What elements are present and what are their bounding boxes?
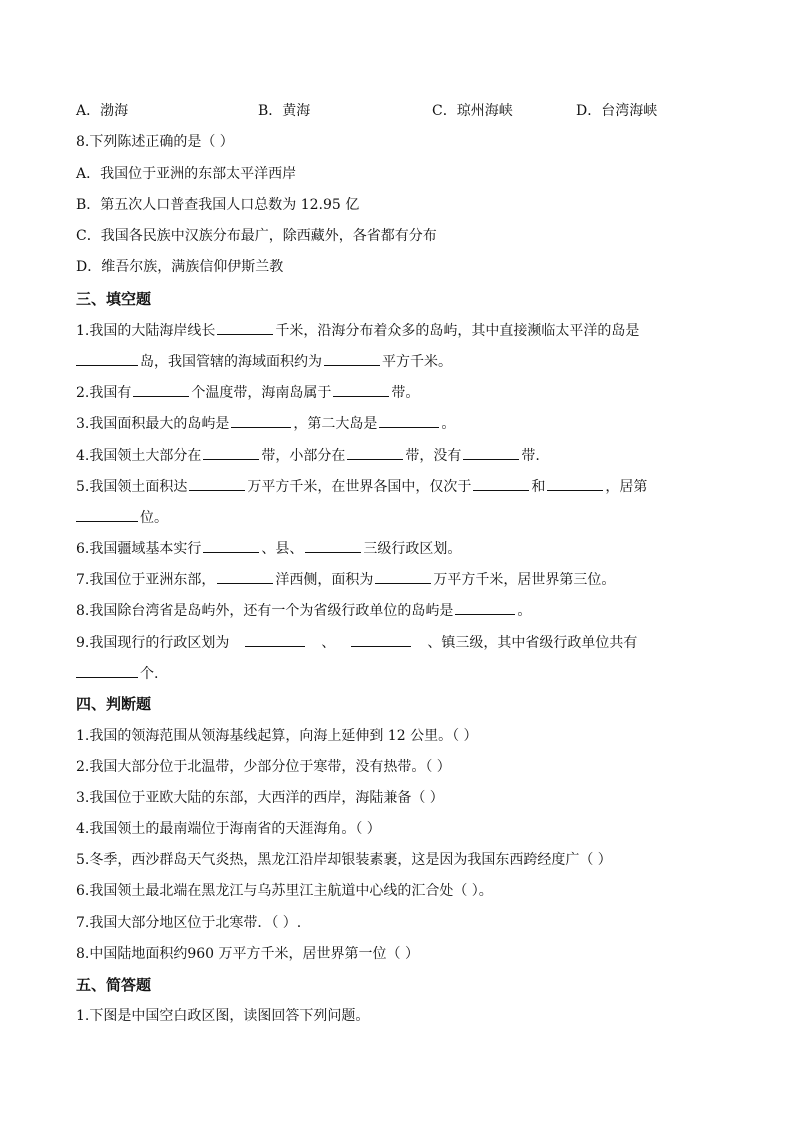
- answer-blank: [455, 600, 515, 615]
- fill-q5-line1: [76, 476, 647, 497]
- answer-blank: [76, 663, 138, 678]
- short-answer-q1: 1.下图是中国空白政区图，读图回答下列问题。: [76, 1008, 370, 1024]
- fill-q1-text-3: 岛，我国管辖的海域面积约为: [140, 354, 322, 370]
- answer-blank: [133, 382, 189, 397]
- section-title-short-answer: 五、简答题: [76, 976, 152, 994]
- q7-options: [76, 101, 716, 121]
- answer-blank: [333, 382, 389, 397]
- fill-q2-text-3: 带。: [391, 385, 420, 401]
- judge-item-8: 8.中国陆地面积约960 万平方千米，居世界第一位（ ）: [76, 946, 419, 962]
- fill-q9-text-1: 9.我国现行的行政区划为: [76, 635, 230, 651]
- fill-q8-text-1: 8.我国除台湾省是岛屿外，还有一个为省级行政单位的岛屿是: [76, 603, 454, 619]
- fill-q3-text-1: 3.我国面积最大的岛屿是: [76, 416, 230, 432]
- judge-item-2: 2.我国大部分位于北温带，少部分位于寒带，没有热带。（ ）: [76, 759, 451, 775]
- section-title-true-false: 四、判断题: [76, 695, 152, 713]
- fill-q1-text-2: 千米，沿海分布着众多的岛屿，其中直接濒临太平洋的岛是: [275, 323, 640, 339]
- fill-q5-line2: [76, 507, 168, 528]
- fill-q9-text-4: 个.: [140, 666, 159, 682]
- judge-item-4: 4.我国领土的最南端位于海南省的天涯海角。（ ）: [76, 821, 381, 837]
- answer-blank: [347, 445, 403, 460]
- fill-q5-text-1: 5.我国领土面积达: [76, 479, 188, 495]
- fill-q3-text-3: 。: [441, 416, 456, 432]
- q8-option-d: D．维吾尔族，满族信仰伊斯兰教: [76, 259, 284, 275]
- answer-blank: [245, 632, 305, 647]
- fill-q6-text-3: 三级行政区划。: [363, 541, 462, 557]
- fill-q7-text-3: 万平方千米，居世界第三位。: [433, 572, 616, 588]
- fill-q1-line2: [76, 351, 452, 372]
- answer-blank: [217, 569, 273, 584]
- answer-blank: [324, 351, 380, 366]
- fill-q7-text-1: 7.我国位于亚洲东部，: [76, 572, 216, 588]
- answer-blank: [379, 413, 439, 428]
- judge-item-5: 5.冬季，西沙群岛天气炎热，黑龙江沿岸却银装素裹，这是因为我国东西跨经度广（ ）: [76, 852, 612, 868]
- fill-q8-text-2: 。: [517, 603, 532, 619]
- fill-q2-text-1: 2.我国有: [76, 385, 132, 401]
- judge-item-3: 3.我国位于亚欧大陆的东部，大西洋的西岸，海陆兼备（ ）: [76, 790, 444, 806]
- fill-q9-text-3: 、镇三级，其中省级行政单位共有: [427, 635, 638, 651]
- answer-blank: [547, 476, 603, 491]
- fill-q6-text-2: 、县、: [261, 541, 304, 557]
- fill-q5-text-3: 和: [531, 479, 546, 495]
- fill-q4: [76, 445, 540, 466]
- fill-q8: [76, 600, 531, 621]
- answer-blank: [76, 351, 138, 366]
- fill-q5-text-2: 万平方千米，在世界各国中，仅次于: [247, 479, 472, 495]
- fill-q1-line1: [76, 320, 639, 341]
- fill-q3: [76, 413, 455, 434]
- judge-item-7: 7.我国大部分地区位于北寒带．（ ）.: [76, 915, 302, 931]
- q7-option-c: C．琼州海峡: [432, 103, 513, 119]
- fill-q4-text-1: 4.我国领土大部分在: [76, 448, 202, 464]
- q7-option-a: A．渤海: [76, 103, 129, 119]
- fill-q5-text-5: 位。: [140, 510, 168, 526]
- fill-q4-text-3: 带，没有: [405, 448, 462, 464]
- judge-item-1: 1.我国的领海范围从领海基线起算，向海上延伸到 12 公里。（ ）: [76, 728, 478, 744]
- fill-q1-text-4: 平方千米。: [382, 354, 452, 370]
- fill-q2-text-2: 个温度带，海南岛属于: [191, 385, 332, 401]
- answer-blank: [305, 538, 361, 553]
- fill-q7: [76, 569, 615, 590]
- fill-q1-text-1: 1.我国的大陆海岸线长: [76, 323, 216, 339]
- judge-item-6: 6.我国领土最北端在黑龙江与乌苏里江主航道中心线的汇合处（ ）。: [76, 883, 493, 899]
- fill-q6-text-1: 6.我国疆域基本实行: [76, 541, 202, 557]
- answer-blank: [217, 320, 273, 335]
- answer-blank: [203, 538, 259, 553]
- fill-q4-text-4: 带.: [521, 448, 540, 464]
- fill-q3-text-2: ，第二大岛是: [293, 416, 378, 432]
- q7-option-d: D．台湾海峡: [576, 103, 658, 119]
- answer-blank: [375, 569, 431, 584]
- answer-blank: [189, 476, 245, 491]
- q8-stem: 8.下列陈述正确的是（ ）: [76, 134, 234, 150]
- fill-q6: [76, 538, 461, 559]
- fill-q5-text-4: ，居第: [605, 479, 648, 495]
- fill-q4-text-2: 带，小部分在: [261, 448, 346, 464]
- q8-option-a: A．我国位于亚洲的东部太平洋西岸: [76, 166, 297, 182]
- fill-q9-line1: [76, 632, 637, 653]
- answer-blank: [351, 632, 411, 647]
- q7-option-b: B．黄海: [258, 103, 311, 119]
- answer-blank: [473, 476, 529, 491]
- section-title-fill-blank: 三、填空题: [76, 290, 152, 308]
- answer-blank: [231, 413, 291, 428]
- answer-blank: [76, 507, 138, 522]
- fill-q2: [76, 382, 419, 403]
- fill-q7-text-2: 洋西侧，面积为: [275, 572, 374, 588]
- q8-option-c: C．我国各民族中汉族分布最广，除西藏外，各省都有分布: [76, 228, 437, 244]
- q8-option-b: B．第五次人口普查我国人口总数为 12.95 亿: [76, 197, 360, 213]
- answer-blank: [203, 445, 259, 460]
- fill-q9-text-2: 、: [321, 635, 336, 651]
- fill-q9-line2: [76, 663, 158, 684]
- answer-blank: [463, 445, 519, 460]
